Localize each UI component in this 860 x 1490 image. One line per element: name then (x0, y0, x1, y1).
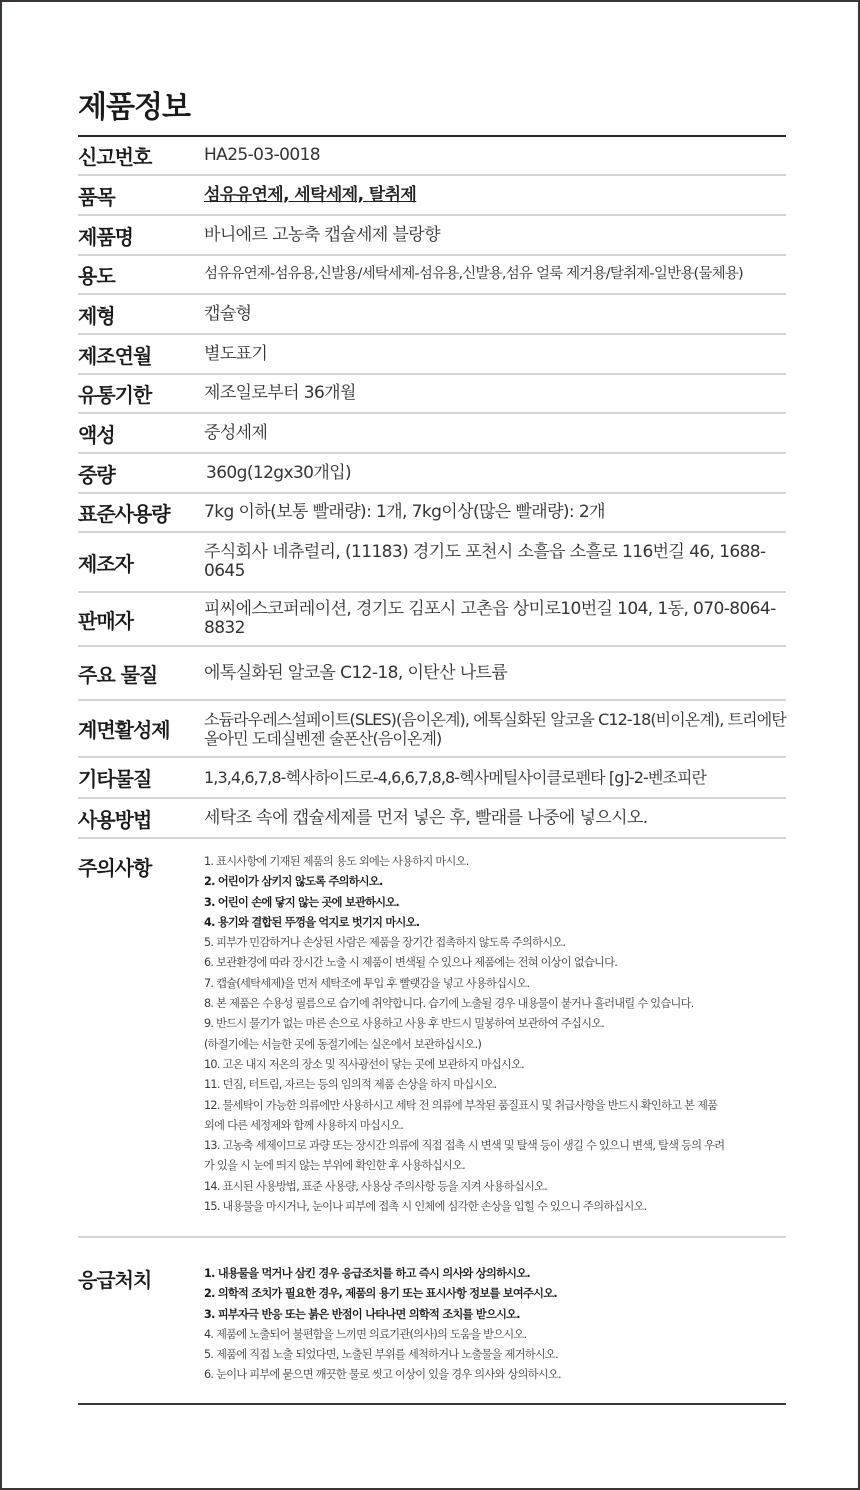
row-standard-dosage (78, 494, 786, 533)
row-label: 주요 물질 (78, 662, 158, 687)
row-usage (78, 256, 786, 295)
row-value: 별도표기 (204, 343, 268, 364)
row-form (78, 295, 786, 335)
cautions-label: 주의사항 (78, 856, 152, 880)
row-value: 섬유유연제-섬유용,신발용/세탁세제-섬유용,신발용,섬유 얼룩 제거용/탈취제-일반용(물체용) (204, 266, 743, 282)
caution-item: 13. 고농축 세제이므로 과량 또는 장시간 의류에 직접 접촉 시 변색 및 탈색 등이 생길 수 있으니 변색, 탈색 등의 우려 (204, 1139, 725, 1153)
row-label: 계면활성제 (78, 718, 170, 742)
caution-item: 외에 다른 세정제와 함께 사용하지 마십시오. (204, 1118, 404, 1132)
row-value: 7kg 이하(보통 빨래량): 1개, 7kg이상(많은 빨래량): 2개 (204, 502, 605, 522)
row-label: 중량 (78, 462, 115, 487)
caution-item: 14. 표시된 사용방법, 표준 사용량, 사용상 주의사항 등을 지켜 사용하십시오. (204, 1179, 548, 1193)
row-other-substance (78, 758, 786, 799)
row-value: 360g(12gx30개입) (206, 462, 352, 483)
first-aid-label: 응급처치 (78, 1268, 152, 1292)
row-product-name (78, 216, 786, 256)
first-aid-item: 2. 의학적 조치가 필요한 경우, 제품의 용기 또는 표시사항 정보를 보여주시오. (204, 1287, 557, 1301)
first-aid-item: 1. 내용물을 먹거나 삼킨 경우 응급조치를 하고 즉시 의사와 상의하시오. (204, 1267, 530, 1280)
caution-item: 11. 던짐, 터트림, 자르는 등의 임의적 제품 손상을 하지 마십시오. (204, 1078, 497, 1092)
caution-item: 3. 어린이 손에 닿지 않는 곳에 보관하시오. (204, 895, 400, 909)
row-label: 제형 (78, 303, 115, 328)
row-surfactant (78, 701, 786, 758)
row-value: 소듐라우레스설페이트(SLES)(음이온계), 에톡실화된 알코올 C12-18(비이온계), 트리에탄올아민 도데실벤젠 술폰산(음이온계) (204, 709, 786, 748)
caution-item: 5. 피부가 민감하거나 손상된 사람은 제품을 장기간 접촉하지 않도록 주의하시오. (204, 936, 566, 950)
row-label: 액성 (78, 422, 115, 447)
caution-item: 4. 용기와 결합된 뚜껑을 억지로 벗기지 마시오. (204, 915, 420, 929)
caution-item: 12. 물세탁이 가능한 의류에만 사용하시고 세탁 전 의류에 부착된 품질표시 및 취급사항을 반드시 확인하고 본 제품 (204, 1098, 718, 1112)
row-ph (78, 414, 786, 454)
first-aid-list (204, 1264, 804, 1386)
caution-item: 1. 표시사항에 기재된 제품의 용도 외에는 사용하지 마시오. (204, 855, 469, 868)
row-item-category (78, 176, 786, 216)
row-value: 캡슐형 (204, 303, 252, 324)
row-label: 표준사용량 (78, 502, 170, 526)
row-label: 제품명 (78, 224, 133, 249)
row-seller (78, 593, 786, 647)
row-label: 신고번호 (78, 145, 152, 169)
row-value: 섬유유연제, 세탁세제, 탈취제 (204, 184, 417, 205)
row-label: 유통기한 (78, 383, 152, 407)
row-main-substance (78, 647, 786, 701)
row-expiry (78, 375, 786, 414)
row-value: 제조일로부터 36개월 (204, 383, 356, 403)
row-label: 용도 (78, 264, 115, 288)
row-label: 품목 (78, 184, 115, 209)
caution-item: 6. 보관환경에 따라 장시간 노출 시 제품이 변색될 수 있으나 제품에는 전혀 이상이 없습니다. (204, 956, 618, 970)
bottom-divider (78, 1403, 786, 1405)
row-manufacturer (78, 533, 786, 593)
page-title: 제품정보 (78, 90, 190, 125)
caution-item: 7. 캡슐(세탁세제)을 먼저 세탁조에 투입 후 빨랫감을 넣고 사용하십시오. (204, 976, 530, 990)
row-value: 세탁조 속에 캡슐세제를 먼저 넣은 후, 빨래를 나중에 넣으시오. (204, 807, 648, 828)
row-value: HA25-03-0018 (204, 145, 321, 165)
section-divider (78, 1236, 786, 1238)
row-value: 주식회사 네츄럴리, (11183) 경기도 포천시 소흘읍 소흘로 116번길 46, 1688-0645 (204, 542, 766, 581)
row-label: 판매자 (78, 608, 133, 633)
caution-item: 2. 어린이가 삼키지 않도록 주의하시오. (204, 875, 383, 889)
product-info-table (78, 135, 786, 839)
row-value: 1,3,4,6,7,8-헥사하이드로-4,6,6,7,8,8-헥사메틸사이클로펜타 [g]-2-벤조피란 (204, 768, 707, 787)
first-aid-item: 6. 눈이나 피부에 묻으면 깨끗한 물로 씻고 이상이 있을 경우 의사와 상의하시오. (204, 1368, 561, 1382)
caution-item: (하절기에는 서늘한 곳에 동절기에는 실온에서 보관하십시오.) (204, 1037, 482, 1051)
first-aid-item: 3. 피부자극 반응 또는 붉은 반점이 나타나면 의학적 조치를 받으시오. (204, 1307, 520, 1321)
row-value: 에톡실화된 알코올 C12-18, 이탄산 나트륨 (204, 662, 508, 683)
row-value: 피씨에스코퍼레이션, 경기도 김포시 고촌읍 상미로10번길 104, 1동, 070-8064-8832 (204, 599, 776, 638)
caution-item: 9. 반드시 물기가 없는 마른 손으로 사용하고 사용 후 반드시 밀봉하여 보관하여 주십시오. (204, 1017, 605, 1031)
row-label: 사용방법 (78, 807, 152, 832)
caution-item: 가 있을 시 눈에 띄지 않는 부위에 확인한 후 사용하십시오. (204, 1159, 466, 1173)
row-label: 제조연월 (78, 343, 152, 368)
caution-item: 10. 고온 내지 저온의 장소 및 직사광선이 닿는 곳에 보관하지 마십시오. (204, 1057, 525, 1071)
first-aid-item: 5. 제품에 직접 노출 되었다면, 노출된 부위를 세척하거나 노출물을 제거하시오. (204, 1348, 559, 1362)
row-report-number (78, 137, 786, 176)
row-label: 제조자 (78, 551, 133, 576)
row-manufacture-date (78, 335, 786, 375)
caution-item: 8. 본 제품은 수용성 필름으로 습기에 취약합니다. 습기에 노출될 경우 내용물이 붙거나 흘러내릴 수 있습니다. (204, 997, 694, 1011)
cautions-list (204, 852, 804, 1217)
row-value: 바니에르 고농축 캡슐세제 블랑향 (204, 224, 440, 245)
row-value: 중성세제 (204, 422, 268, 443)
first-aid-item: 4. 제품에 노출되어 불편함을 느끼면 의료기관(의사)의 도움을 받으시오. (204, 1327, 527, 1341)
row-how-to-use (78, 799, 786, 839)
row-label: 기타물질 (78, 767, 152, 791)
caution-item: 15. 내용물을 마시거나, 눈이나 피부에 접촉 시 인체에 심각한 손상을 입힐 수 있으니 주의하십시오. (204, 1200, 647, 1214)
row-weight (78, 454, 786, 494)
